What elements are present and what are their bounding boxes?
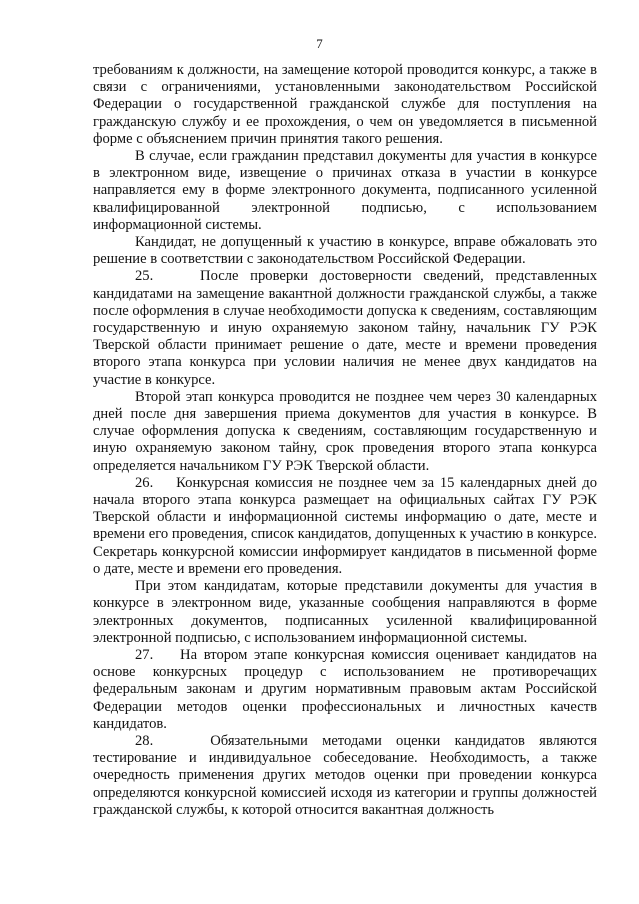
paragraph-item-26: 26. Конкурсная комиссия не позднее чем за 15 календарных дней до начала второго этапа конкурса размещает на официальных сайтах ГУ РЭК Тверской области и информационной системы информацию о дате, месте и времени его проведения, список кандидатов, допущенных к участию в конкурсе. Секретарь конкурсной комиссии информирует кандидатов в письменной форме о дате, месте и времени его проведения.	[93, 474, 597, 577]
paragraph-item-27: 27. На втором этапе конкурсная комиссия оценивает кандидатов на основе конкурсных процедур с использованием не противоречащих федеральным законам и другим нормативным правовым актам Российской Федерации методов оценки профессиональных и личностных качеств кандидатов.	[93, 646, 597, 732]
paragraph-item-25: 25. После проверки достоверности сведений, представленных кандидатами на замещение вакантной должности гражданской службы, а также после оформления в случае необходимости допуска к сведениям, составляющим государственную и иную охраняемую законом тайну, начальник ГУ РЭК Тверской области принимает решение о дате, месте и времени проведения второго этапа конкурса при условии наличия не менее двух кандидатов на участие в конкурсе.	[93, 268, 597, 388]
paragraph-continuation: требованиям к должности, на замещение которой проводится конкурс, а также в связи с ограничениями, установленными законодательством Российской Федерации о государственной гражданской службе для поступления на гражданскую службу и ее прохождения, о чем он уведомляется в письменной форме с объяснением причин принятия такого решения.	[93, 62, 597, 147]
paragraph-electronic-notice: При этом кандидатам, которые представили документы для участия в конкурсе в электронном виде, указанные сообщения направляются в форме электронных документов, подписанных усиленной квалифицированной электронной подписью, с использованием информационной системы.	[93, 578, 597, 646]
document-body	[93, 62, 597, 819]
paragraph-electronic-refusal: В случае, если гражданин представил документы для участия в конкурсе в электронном виде, извещение о причинах отказа в участии в конкурсе направляется ему в форме электронного документа, подписанного усиленной квалифицированной электронной подписью, с использованием информационной системы.	[93, 148, 597, 233]
paragraph-second-stage-timing: Второй этап конкурса проводится не позднее чем через 30 календарных дней после дня завершения приема документов для участия в конкурсе. В случае оформления допуска к сведениям, составляющим государственную и иную охраняемую законом тайну, срок проведения второго этапа конкурса определяется начальником ГУ РЭК Тверской области.	[93, 388, 597, 474]
page-number: 7	[316, 36, 323, 51]
paragraph-appeal: Кандидат, не допущенный к участию в конкурсе, вправе обжаловать это решение в соответствии с законодательством Российской Федерации.	[93, 234, 597, 268]
paragraph-item-28: 28. Обязательными методами оценки кандидатов являются тестирование и индивидуальное собеседование. Необходимость, а также очередность применения других методов оценки при проведении конкурса определяются конкурсной комиссией исходя из категории и группы должностей гражданской службы, к которой относится вакантная должность	[93, 732, 597, 818]
